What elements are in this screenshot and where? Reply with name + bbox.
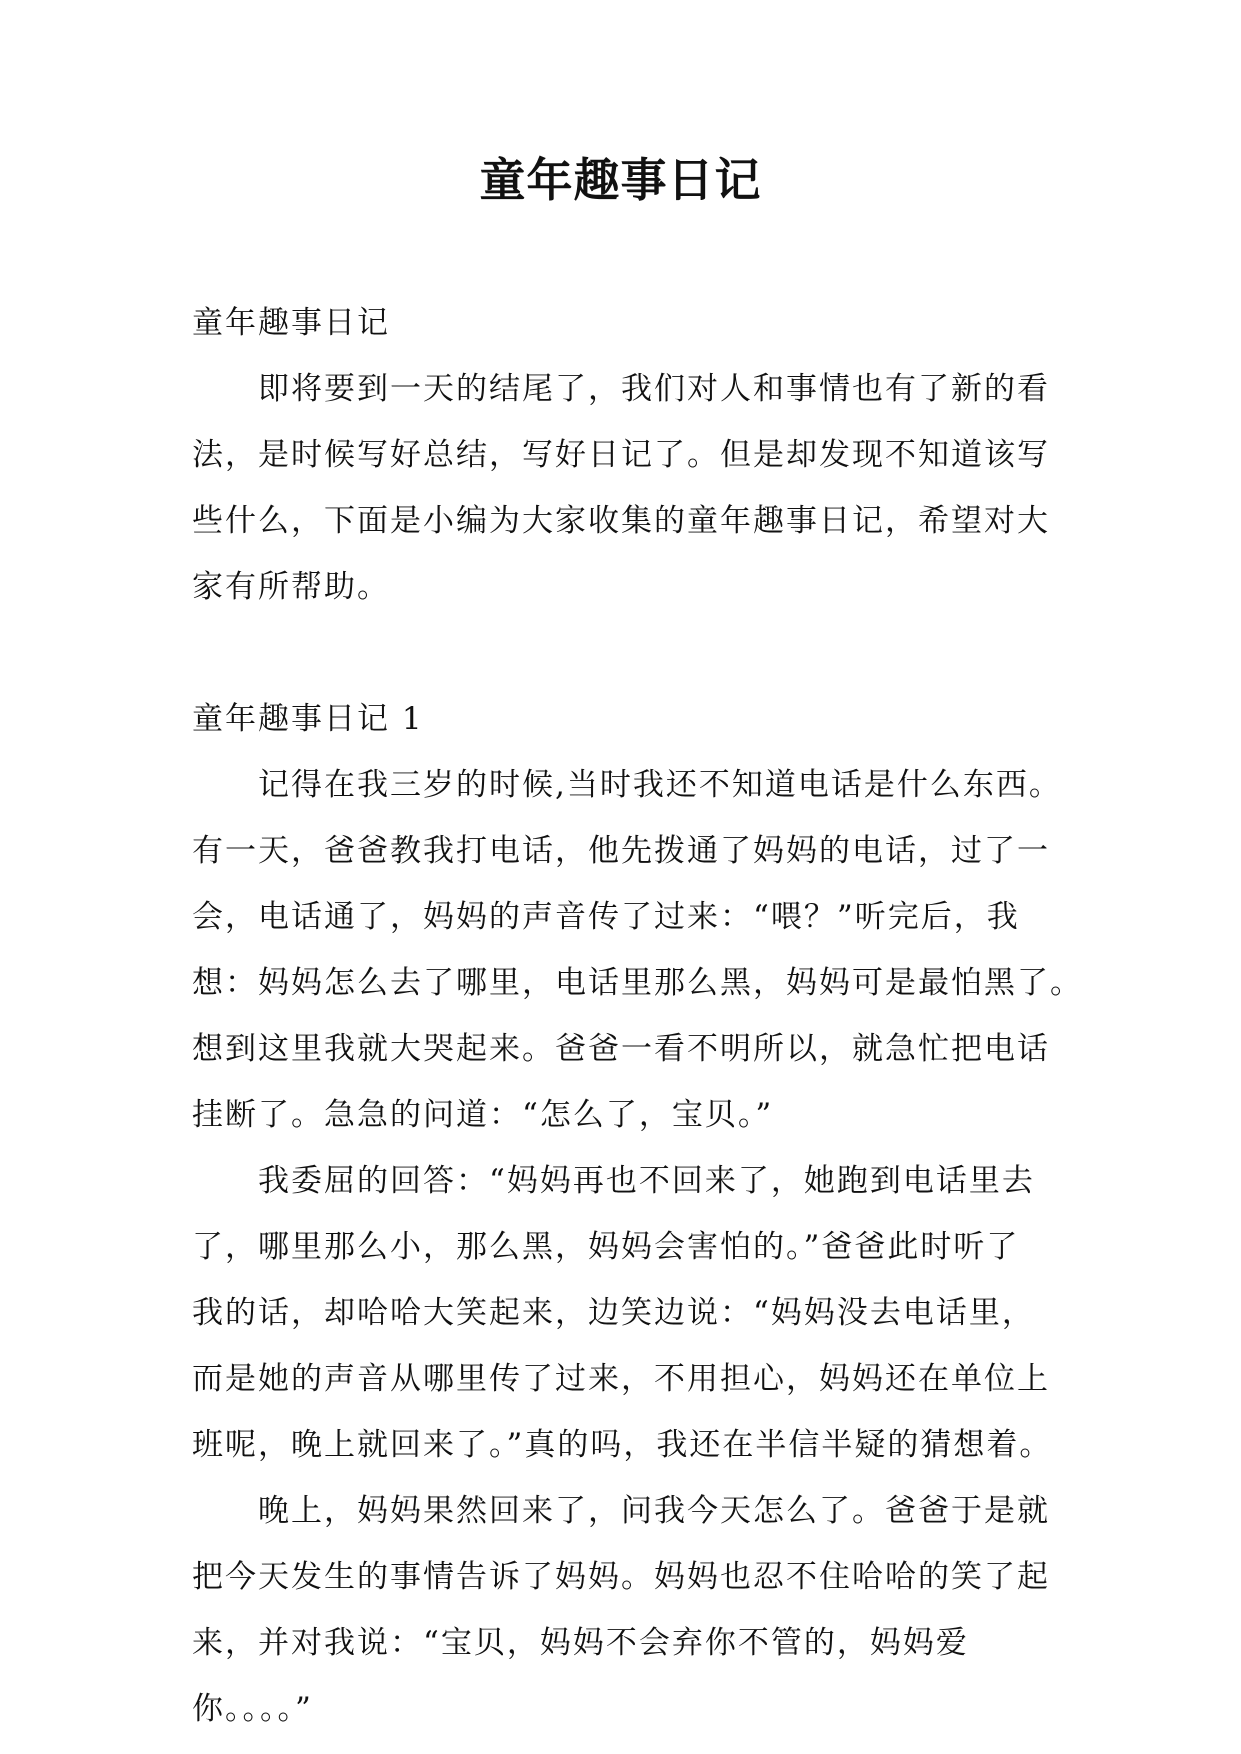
document-body (192, 290, 1083, 1742)
paragraph-line: 有一天，爸爸教我打电话，他先拨通了妈妈的电话，过了一 (192, 833, 1050, 869)
intro-line: 即将要到一天的结尾了，我们对人和事情也有了新的看 (258, 371, 1050, 407)
paragraph-line: 会，电话通了，妈妈的声音传了过来：“喂？”听完后，我 (192, 899, 1020, 935)
intro-line: 家有所帮助。 (192, 569, 390, 605)
paragraph-line: 来，并对我说：“宝贝，妈妈不会弃你不管的，妈妈爱 (192, 1625, 969, 1661)
paragraph-gap (192, 620, 1054, 686)
paragraph-1 (192, 752, 1083, 1148)
section-heading: 童年趣事日记 1 (192, 701, 424, 737)
paragraph-line: 了，哪里那么小，那么黑，妈妈会害怕的。”爸爸此时听了 (192, 1229, 1020, 1265)
paragraph-line: 我的话，却哈哈大笑起来，边笑边说：“妈妈没去电话里， (192, 1295, 1035, 1331)
content-heading: 童年趣事日记 (192, 305, 390, 341)
paragraph-line: 你。。。。” (192, 1691, 313, 1727)
paragraph-line: 而是她的声音从哪里传了过来，不用担心，妈妈还在单位上 (192, 1361, 1050, 1397)
paragraph-3 (192, 1478, 1054, 1742)
paragraph-line: 把今天发生的事情告诉了妈妈。妈妈也忍不住哈哈的笑了起 (192, 1559, 1050, 1595)
paragraph-line: 班呢，晚上就回来了。”真的吗，我还在半信半疑的猜想着。 (192, 1427, 1053, 1463)
paragraph-line: 想：妈妈怎么去了哪里，电话里那么黑，妈妈可是最怕黑了。 (192, 965, 1083, 1001)
intro-paragraph (192, 356, 1054, 620)
paragraph-line: 记得在我三岁的时候,当时我还不知道电话是什么东西。 (258, 767, 1062, 803)
paragraph-line: 我委屈的回答：“妈妈再也不回来了，她跑到电话里去 (258, 1163, 1035, 1199)
paragraph-2 (192, 1148, 1054, 1478)
intro-line: 法，是时候写好总结，写好日记了。但是却发现不知道该写 (192, 437, 1050, 473)
document-title: 童年趣事日记 (479, 153, 762, 207)
paragraph-line: 晚上，妈妈果然回来了，问我今天怎么了。爸爸于是就 (258, 1493, 1050, 1529)
intro-line: 些什么，下面是小编为大家收集的童年趣事日记，希望对大 (192, 503, 1050, 539)
paragraph-line: 挂断了。急急的问道：“怎么了，宝贝。” (192, 1097, 774, 1133)
paragraph-line: 想到这里我就大哭起来。爸爸一看不明所以，就急忙把电话 (192, 1031, 1050, 1067)
